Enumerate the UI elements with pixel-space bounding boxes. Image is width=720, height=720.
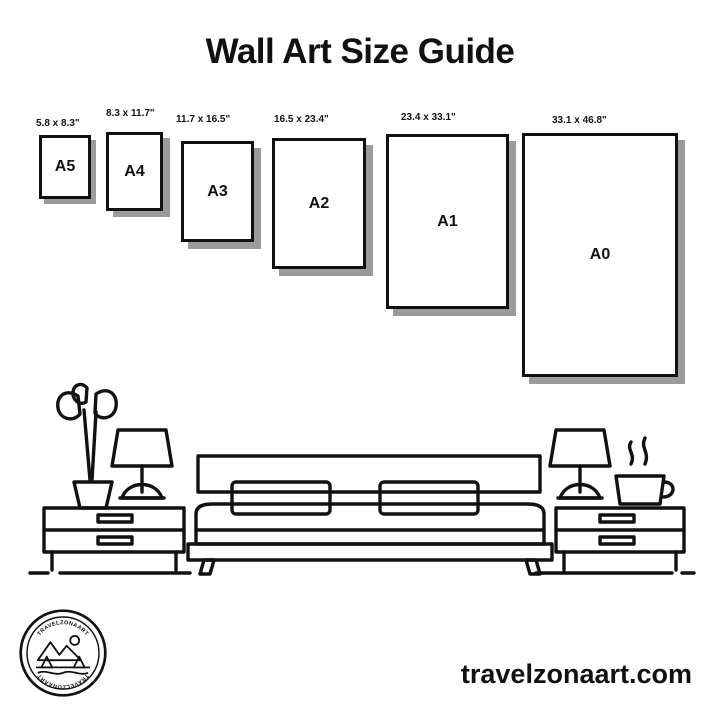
frame-a0-size-label: 33.1 x 46.8" [552, 115, 607, 126]
frame-a2-name: A2 [308, 194, 330, 212]
left-table-lamp [112, 430, 172, 498]
frame-a5-box [39, 135, 91, 199]
frame-a1-box [386, 134, 509, 309]
frame-a0 [518, 98, 718, 388]
frame-a3-box [181, 141, 254, 242]
brand-logo [18, 608, 108, 698]
bed [188, 456, 552, 574]
frame-a0-name: A0 [589, 246, 611, 263]
right-table-lamp [550, 430, 610, 498]
frame-a2-size-label: 16.5 x 23.4" [274, 114, 329, 125]
frame-a4-box [106, 132, 163, 211]
coffee-cup [616, 438, 673, 504]
frame-a4-size-label: 8.3 x 11.7" [106, 108, 155, 119]
frame-a3-name: A3 [207, 182, 228, 200]
frame-a4-name: A4 [124, 162, 145, 180]
page-title: Wall Art Size Guide [205, 32, 515, 71]
frame-a5 [36, 118, 100, 204]
left-nightstand [44, 508, 184, 570]
website-url: travelzonaart.com [460, 659, 692, 689]
frame-a2-box [272, 138, 366, 269]
plant-vase [58, 385, 117, 508]
frame-a0-box [522, 133, 678, 377]
frame-a5-name: A5 [54, 158, 76, 175]
frame-a1-size-label: 23.4 x 33.1" [401, 112, 456, 123]
logo-bottom-text: TRAVELZONAART [36, 672, 90, 690]
right-nightstand [556, 508, 684, 570]
logo-top-text: TRAVELZONAART [36, 620, 90, 638]
bedroom-illustration [0, 380, 720, 610]
frame-a2 [264, 108, 394, 288]
frame-a5-size-label: 5.8 x 8.3" [36, 118, 80, 129]
frame-a1-name: A1 [437, 212, 458, 230]
frame-a3-size-label: 11.7 x 16.5" [176, 114, 231, 125]
